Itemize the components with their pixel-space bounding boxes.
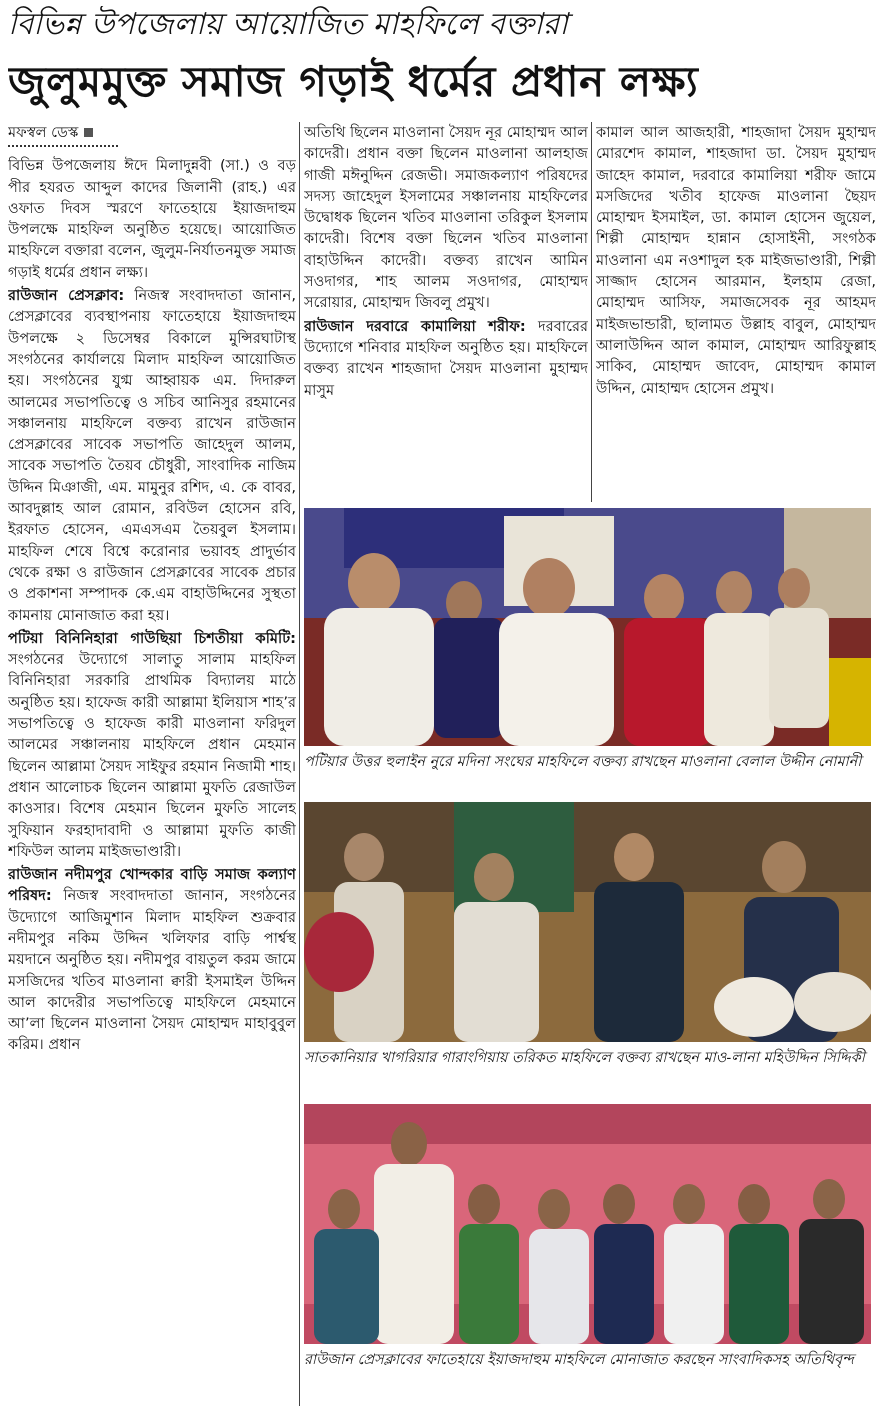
subhead: রাউজান নদীমপুর খোন্দকার বাড়ি সমাজ কল্যাণ পরিষদ: [8, 866, 296, 905]
section-text: নিজস্ব সংবাদদাতা জানান, প্রেসক্লাবের ব্যবস্থাপনায় ফাতেহায়ে ইয়াজদাহুম উপলক্ষে ২ ডিসেম্বর বিকালে মুন্সিরঘাটাস্থ সংগঠনের কার্যালয়ে মিলাদ মাহফিল আয়োজিত হয়। সংগঠনের যুগ্ম আহ্বায়ক এম. দিদারুল আলমের সভাপতিত্বে ও সচিব আনিসুর রহমানের সঞ্চালনায় মাহফিলে বক্তব্য রাখেন রাউজান প্রেসক্লাবের সাবেক সভাপতি জাহেদুল আলম, সাবেক সভাপতি তৈয়ব চৌধুরী, সাংবাদিক নাজিম উদ্দিন মিঞাজী, এম. মামুনুর রশিদ, এ. কে বাবর, আবদুল্লাহ আল রোমান, রবিউল হোসেন রবি, ইরফাত হোসেন, এমএসএম তৈয়বুল ইসলাম। মাহফিল শেষে বিশ্বে করোনার ভয়াবহ প্রাদুর্ভাব থেকে রক্ষা ও রাউজান প্রেসক্লাবের সাবেক প্রচার ও প্রকাশনা সম্পাদক কে.এম বাহাউদ্দিনের সুস্থতা কামনায় মোনাজাত করা হয়। [8, 287, 296, 624]
section-nadimpur-parishad [8, 864, 296, 1056]
intro-paragraph: বিভিন্ন উপজেলায় ঈদে মিলাদুন্নবী (সা.) ও বড় পীর হযরত আব্দুল কাদের জিলানী (রাহ.) এর ওফাত দিবস স্মরণে ফাতেহায়ে ইয়াজদাহুম উপলক্ষে মাহফিল অনুষ্ঠিত হয়েছে। আয়োজিত মাহফিলে বক্তারা বলেন, জুলুম-নির্যাতনমুক্ত সমাজ গড়াই ধর্মের প্রধান লক্ষ্য। [8, 157, 296, 281]
photo-caption: রাউজান প্রেসক্লাবের ফাতেহায়ে ইয়াজদাহুম মাহফিলে মোনাজাত করছেন সাংবাদিকসহ অতিথিবৃন্দ [304, 1352, 854, 1368]
dateline [8, 122, 296, 143]
photo-caption: সাতকানিয়ার খাগরিয়ার গারাংগিয়ায় তরিকত মাহফিলে বক্তব্য রাখছেন মাও-লানা মহিউদ্দিন সিদ্দিকী [304, 1050, 865, 1066]
dotted-divider [8, 145, 118, 147]
section-darbar-kamalia [304, 316, 588, 401]
section-text: সংগঠনের উদ্যোগে সালাতু সালাম মাহফিল বিনিনিহারা সরকারি প্রাথমিক বিদ্যালয় মাঠে অনুষ্ঠিত হয়। হাফেজ কারী আল্লামা ইলিয়াস শাহ’র সভাপতিত্বে ও হাফেজ কারী মাওলানা ফরিদুল আলমের সঞ্চালনায় মাহফিলে প্রধান মেহমান ছিলেন আল্লামা সৈয়দ সাইফুর রহমান নিজামী শাহ। প্রধান আলোচক ছিলেন আল্লামা মুফতি রেজাউল কাওসার। বিশেষ মেহমান ছিলেন মুফতি সালেহ সুফিয়ান ফরহাদাবাদী ও আল্লামা মুফতি কাজী শফিউল আলম মাইজভাণ্ডারী। [8, 651, 296, 860]
article-column-3 [596, 122, 876, 502]
column-divider [591, 122, 592, 502]
photo-munajat [304, 1104, 871, 1344]
article-column-1 [8, 122, 296, 1406]
article-kicker: বিভিন্ন উপজেলায় আয়োজিত মাহফিলে বক্তারা [8, 7, 568, 42]
section-raozan-press-club [8, 285, 296, 626]
section-text: দরবারের উদ্যোগে শনিবার মাহফিল অনুষ্ঠিত হয়। মাহফিলে বক্তব্য রাখেন শাহজাদা সৈয়দ মাওলানা মুহাম্মদ মাসুম [304, 317, 588, 399]
square-bullet-icon [84, 128, 93, 137]
section-text: অতিথি ছিলেন মাওলানা সৈয়দ নূর মোহাম্মদ আল কাদেরী। প্রধান বক্তা ছিলেন মাওলানা আলহাজ গাজী মঈনুদ্দিন রেজভী। সমাজকল্যাণ পরিষদের সদস্য জাহেদুল ইসলামের সঞ্চালনায় মাহফিলের উদ্বোধক ছিলেন খতিব মাওলানা তরিকুল ইসলাম কাদেরী। বিশেষ বক্তা ছিলেন খতিব মাওলানা বাহাউদ্দিন কাদেরী। বক্তব্য রাখেন আমিন সওদাগর, শাহ আলম সওদাগর, মোহাম্মদ সরোয়ার, মোহাম্মদ জিবলু প্রমুখ। [304, 124, 588, 312]
section-text: নিজস্ব সংবাদদাতা জানান, সংগঠনের উদ্যোগে আজিমুশান মিলাদ মাহফিল শুক্রবার নদীমপুর নকিম উদ্দিন খলিফার বাড়ি পার্শ্বস্থ ময়দানে অনুষ্ঠিত হয়। নদীমপুর বায়তুল করম জামে মসজিদের খতিব মাওলানা ক্বারী ইসমাইল উদ্দিন আল কাদেরীর সভাপতিত্বে মাহফিলে মেহমানে আ’লা ছিলেন মাওলানা সৈয়দ মোহাম্মদ মাহাবুবুল করিম। প্রধান [8, 887, 296, 1054]
section-text: কামাল আল আজহারী, শাহজাদা সৈয়দ মুহাম্মদ মোরশেদ কামাল, শাহজাদা ডা. সৈয়দ মুহাম্মদ জাহেদ কামাল, দরবারে কামালিয়া শরীফ জামে মসজিদের খতীব হাফেজ মাওলানা ছৈয়দ মোহাম্মদ ইসমাইল, ডা. কামাল হোসেন জুয়েল, শিল্পী মোহাম্মদ হান্নান হোসাইনী, সংগঠক মাওলানা এম নওশাদুল হক মাইজভাণ্ডারী, শিল্পী সাজ্জাদ হোসেন আরমান, ইলহাম রেজা, মোহাম্মদ আসিফ, সমাজসেবক নূর আহমদ মাইজভান্ডারী, ছালামত উল্লাহ বাবুল, মোহাম্মদ আলাউদ্দিন আল কামাল, মোহাম্মদ আরিফুল্লাহ সাকিব, মোহাম্মদ জাবেদ, মোহাম্মদ কামাল উদ্দিন, মোহাম্মদ হোসেন প্রমুখ। [596, 124, 876, 397]
photo-caption: পটিয়ার উত্তর হুলাইন নুরে মদিনা সংঘের মাহফিলে বক্তব্য রাখছেন মাওলানা বেলাল উদ্দীন নোমানী [304, 754, 862, 770]
column-divider [299, 122, 300, 1406]
section-patiya-committee [8, 628, 296, 862]
subhead: রাউজান প্রেসক্লাব: [8, 287, 125, 305]
dateline-text: মফস্বল ডেস্ক [8, 124, 79, 141]
article-column-2 [304, 122, 588, 502]
subhead: পটিয়া বিনিনিহারা গাউছিয়া চিশতীয়া কমিটি: [8, 629, 296, 647]
photo-mahfil-speech [304, 508, 871, 746]
subhead: রাউজান দরবারে কামালিয়া শরীফ: [304, 317, 526, 335]
photo-tarikat-mahfil [304, 802, 871, 1042]
article-headline: জুলুমমুক্ত সমাজ গড়াই ধর্মের প্রধান লক্ষ্য [8, 57, 699, 106]
